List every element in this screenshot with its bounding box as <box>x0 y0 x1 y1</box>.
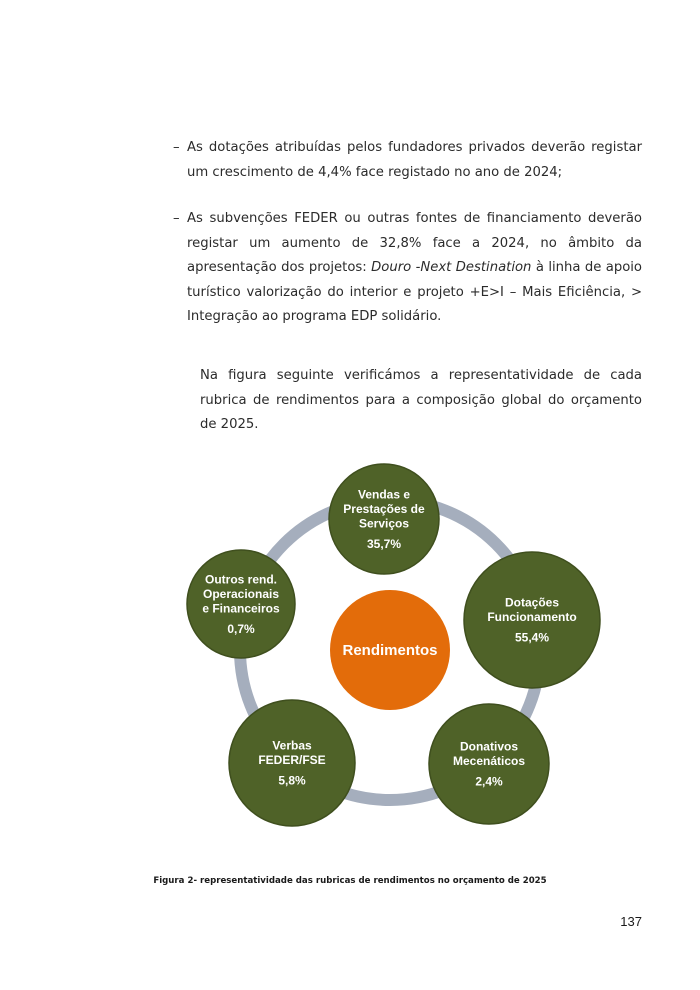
diagram-node <box>229 700 355 826</box>
diagram-node-value: 5,8% <box>278 773 306 788</box>
diagram-node-label: Verbas <box>272 738 312 753</box>
diagram-node-label: Operacionais <box>202 586 280 601</box>
intro-paragraph: Na figura seguinte verificámos a representatividade de cada rubrica de rendimentos para a composição global do orçamento de 2025. <box>200 368 642 433</box>
diagram-node <box>429 704 549 824</box>
page-number: 137 <box>620 914 642 929</box>
bullet-text-italic: Douro -Next Destination <box>371 260 532 276</box>
diagram-node-value: 55,4% <box>514 630 550 645</box>
figure-caption: Figura 2- representatividade das rubricas de rendimentos no orçamento de 2025 <box>153 876 547 886</box>
bullet-dash: – <box>173 140 180 155</box>
center-label: Rendimentos <box>342 642 438 659</box>
bullet-text-part2: à linha de apoio turístico valorização do interior e projeto +E>I – Mais Eficiência, > Integração ao programa EDP solidário. <box>187 260 643 325</box>
diagram-node <box>329 464 439 574</box>
diagram-node-label: Donativos <box>459 739 519 754</box>
diagram-node-value: 35,7% <box>366 536 402 551</box>
diagram-node-label: Outros rend. <box>204 572 278 587</box>
diagram-node <box>187 550 295 658</box>
diagram-node-label: Funcionamento <box>487 610 577 624</box>
bullet-dash: – <box>173 211 180 226</box>
diagram-node-label: Vendas e <box>357 487 411 502</box>
diagram-node-label: FEDER/FSE <box>258 753 326 767</box>
diagram-node-label: Prestações de <box>343 501 425 516</box>
diagram-node-label: e Financeiros <box>202 601 280 616</box>
bullet-text-part1: As subvenções FEDER ou outras fontes de financiamento deverão registar um aumento de 32,8% face a 2024, no âmbito da apresentação dos projetos: <box>187 211 642 276</box>
diagram-node-label: Dotações <box>504 595 560 610</box>
diagram-node-label: Mecenáticos <box>452 754 526 768</box>
diagram-node-value: 0,7% <box>227 621 255 636</box>
bullet-text: As dotações atribuídas pelos fundadores privados deverão registar um crescimento de 4,4% face registado no ano de 2024; <box>187 140 642 180</box>
diagram-node-value: 2,4% <box>475 774 503 789</box>
diagram-node-label: Serviços <box>358 516 410 531</box>
diagram-node <box>464 552 600 688</box>
